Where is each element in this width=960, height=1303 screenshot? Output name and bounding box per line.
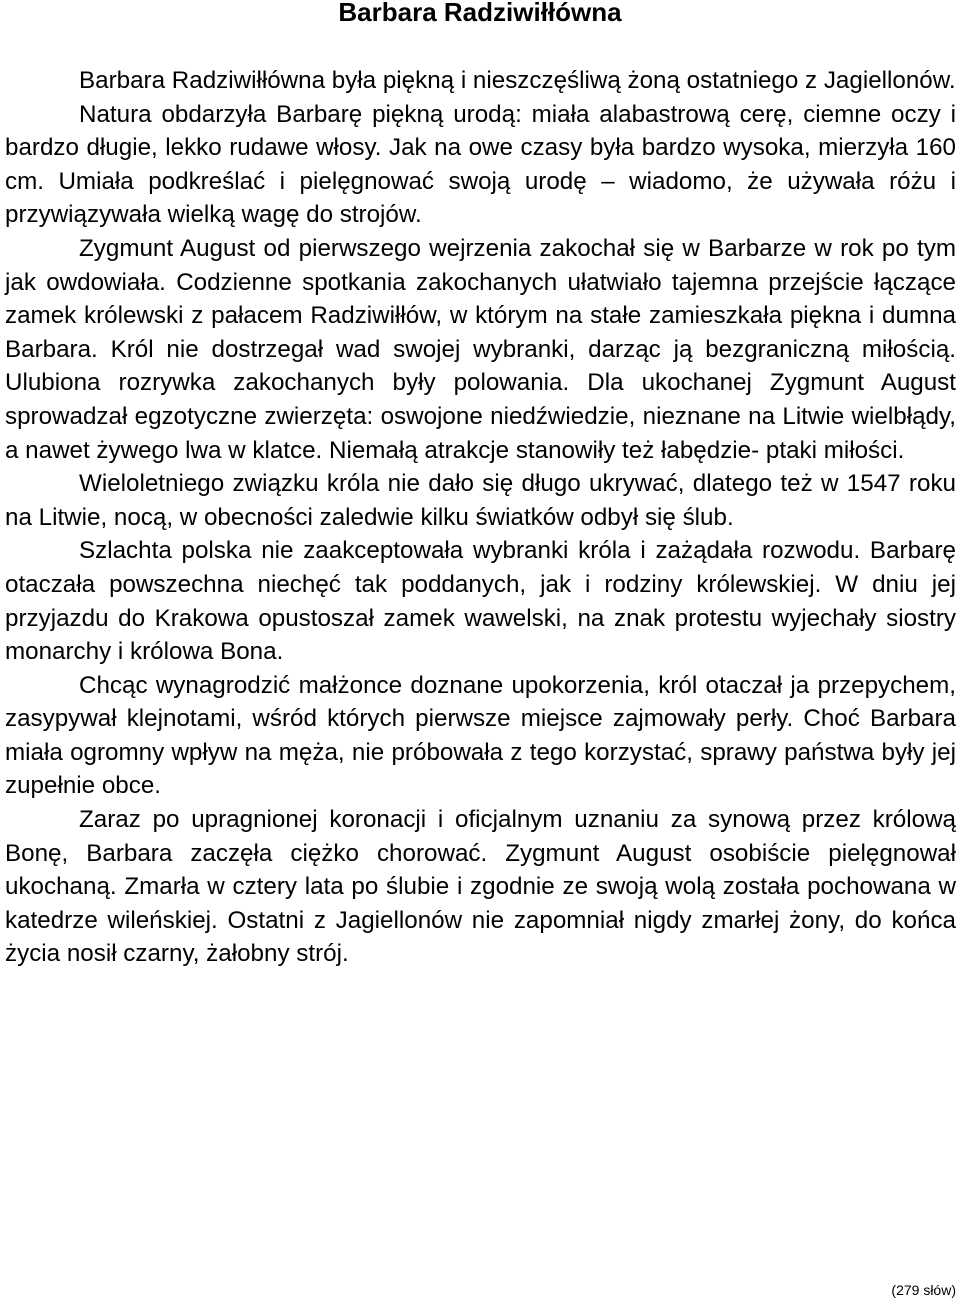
document-title: Barbara Radziwiłłówna <box>338 0 622 27</box>
paragraph-appearance: Natura obdarzyła Barbarę piękną urodą: miała alabastrową cerę, ciemne oczy i bardzo długie, lekko rudawe włosy. Jak na owe czasy była bardzo wysoka, mierzyła 160 cm. Umiała podkreślać i pielęgnować swoją urodę – wiadomo, że używała różu i przywiązywała wielką wagę do strojów. <box>5 100 956 229</box>
paragraph-intro: Barbara Radziwiłłówna była piękną i nieszczęśliwą żoną ostatniego z Jagiellonów. <box>79 67 956 94</box>
paragraph-romance: Zygmunt August od pierwszego wejrzenia zakochał się w Barbarze w rok po tym jak owdowiała. Codzienne spotkania zakochanych ułatwiało tajemna przejście łączące zamek królewski z pałacem Radziwiłłów, w którym na stałe zamieszkała piękna i dumna Barbara. Król nie dostrzegał wad swojej wybranki, darząc ją bezgraniczną miłością. Ulubiona rozrywka zakochanych były polowania. Dla ukochanej Zygmunt August sprowadzał egzotyczne zwierzęta: oswojone niedźwiedzie, nieznane na Litwie wielbłądy, a nawet żywego lwa w klatce. Niemałą atrakcje stanowiły też łabędzie- ptaki miłości. <box>5 234 956 464</box>
paragraph-jewels: Chcąc wynagrodzić małżonce doznane upokorzenia, król otaczał ja przepychem, zasypywał klejnotami, wśród których pierwsze miejsce zajmowały perły. Choć Barbara miała ogromny wpływ na męża, nie próbowała z tego korzystać, sprawy państwa były jej zupełnie obce. <box>5 671 956 800</box>
word-count: (279 słów) <box>891 1282 956 1298</box>
document-body <box>5 64 956 971</box>
paragraph-opposition: Szlachta polska nie zaakceptowała wybranki króla i zażądała rozwodu. Barbarę otaczała powszechna niechęć tak poddanych, jak i rodziny królewskiej. W dniu jej przyjazdu do Krakowa opustoszał zamek wawelski, na znak protestu wyjechały siostry monarchy i królowa Bona. <box>5 537 956 666</box>
paragraph-death: Zaraz po upragnionej koronacji i oficjalnym uznaniu za synową przez królową Bonę, Barbara zaczęła ciężko chorować. Zygmunt August osobiście pielęgnował ukochaną. Zmarła w cztery lata po ślubie i zgodnie ze swoją wolą została pochowana w katedrze wileńskiej. Ostatni z Jagiellonów nie zapomniał nigdy zmarłej żony, do końca życia nosił czarny, żałobny strój. <box>5 806 956 968</box>
paragraph-wedding: Wieloletniego związku króla nie dało się długo ukrywać, dlatego też w 1547 roku na Litwie, nocą, w obecności zaledwie kilku światków odbył się ślub. <box>5 470 956 531</box>
